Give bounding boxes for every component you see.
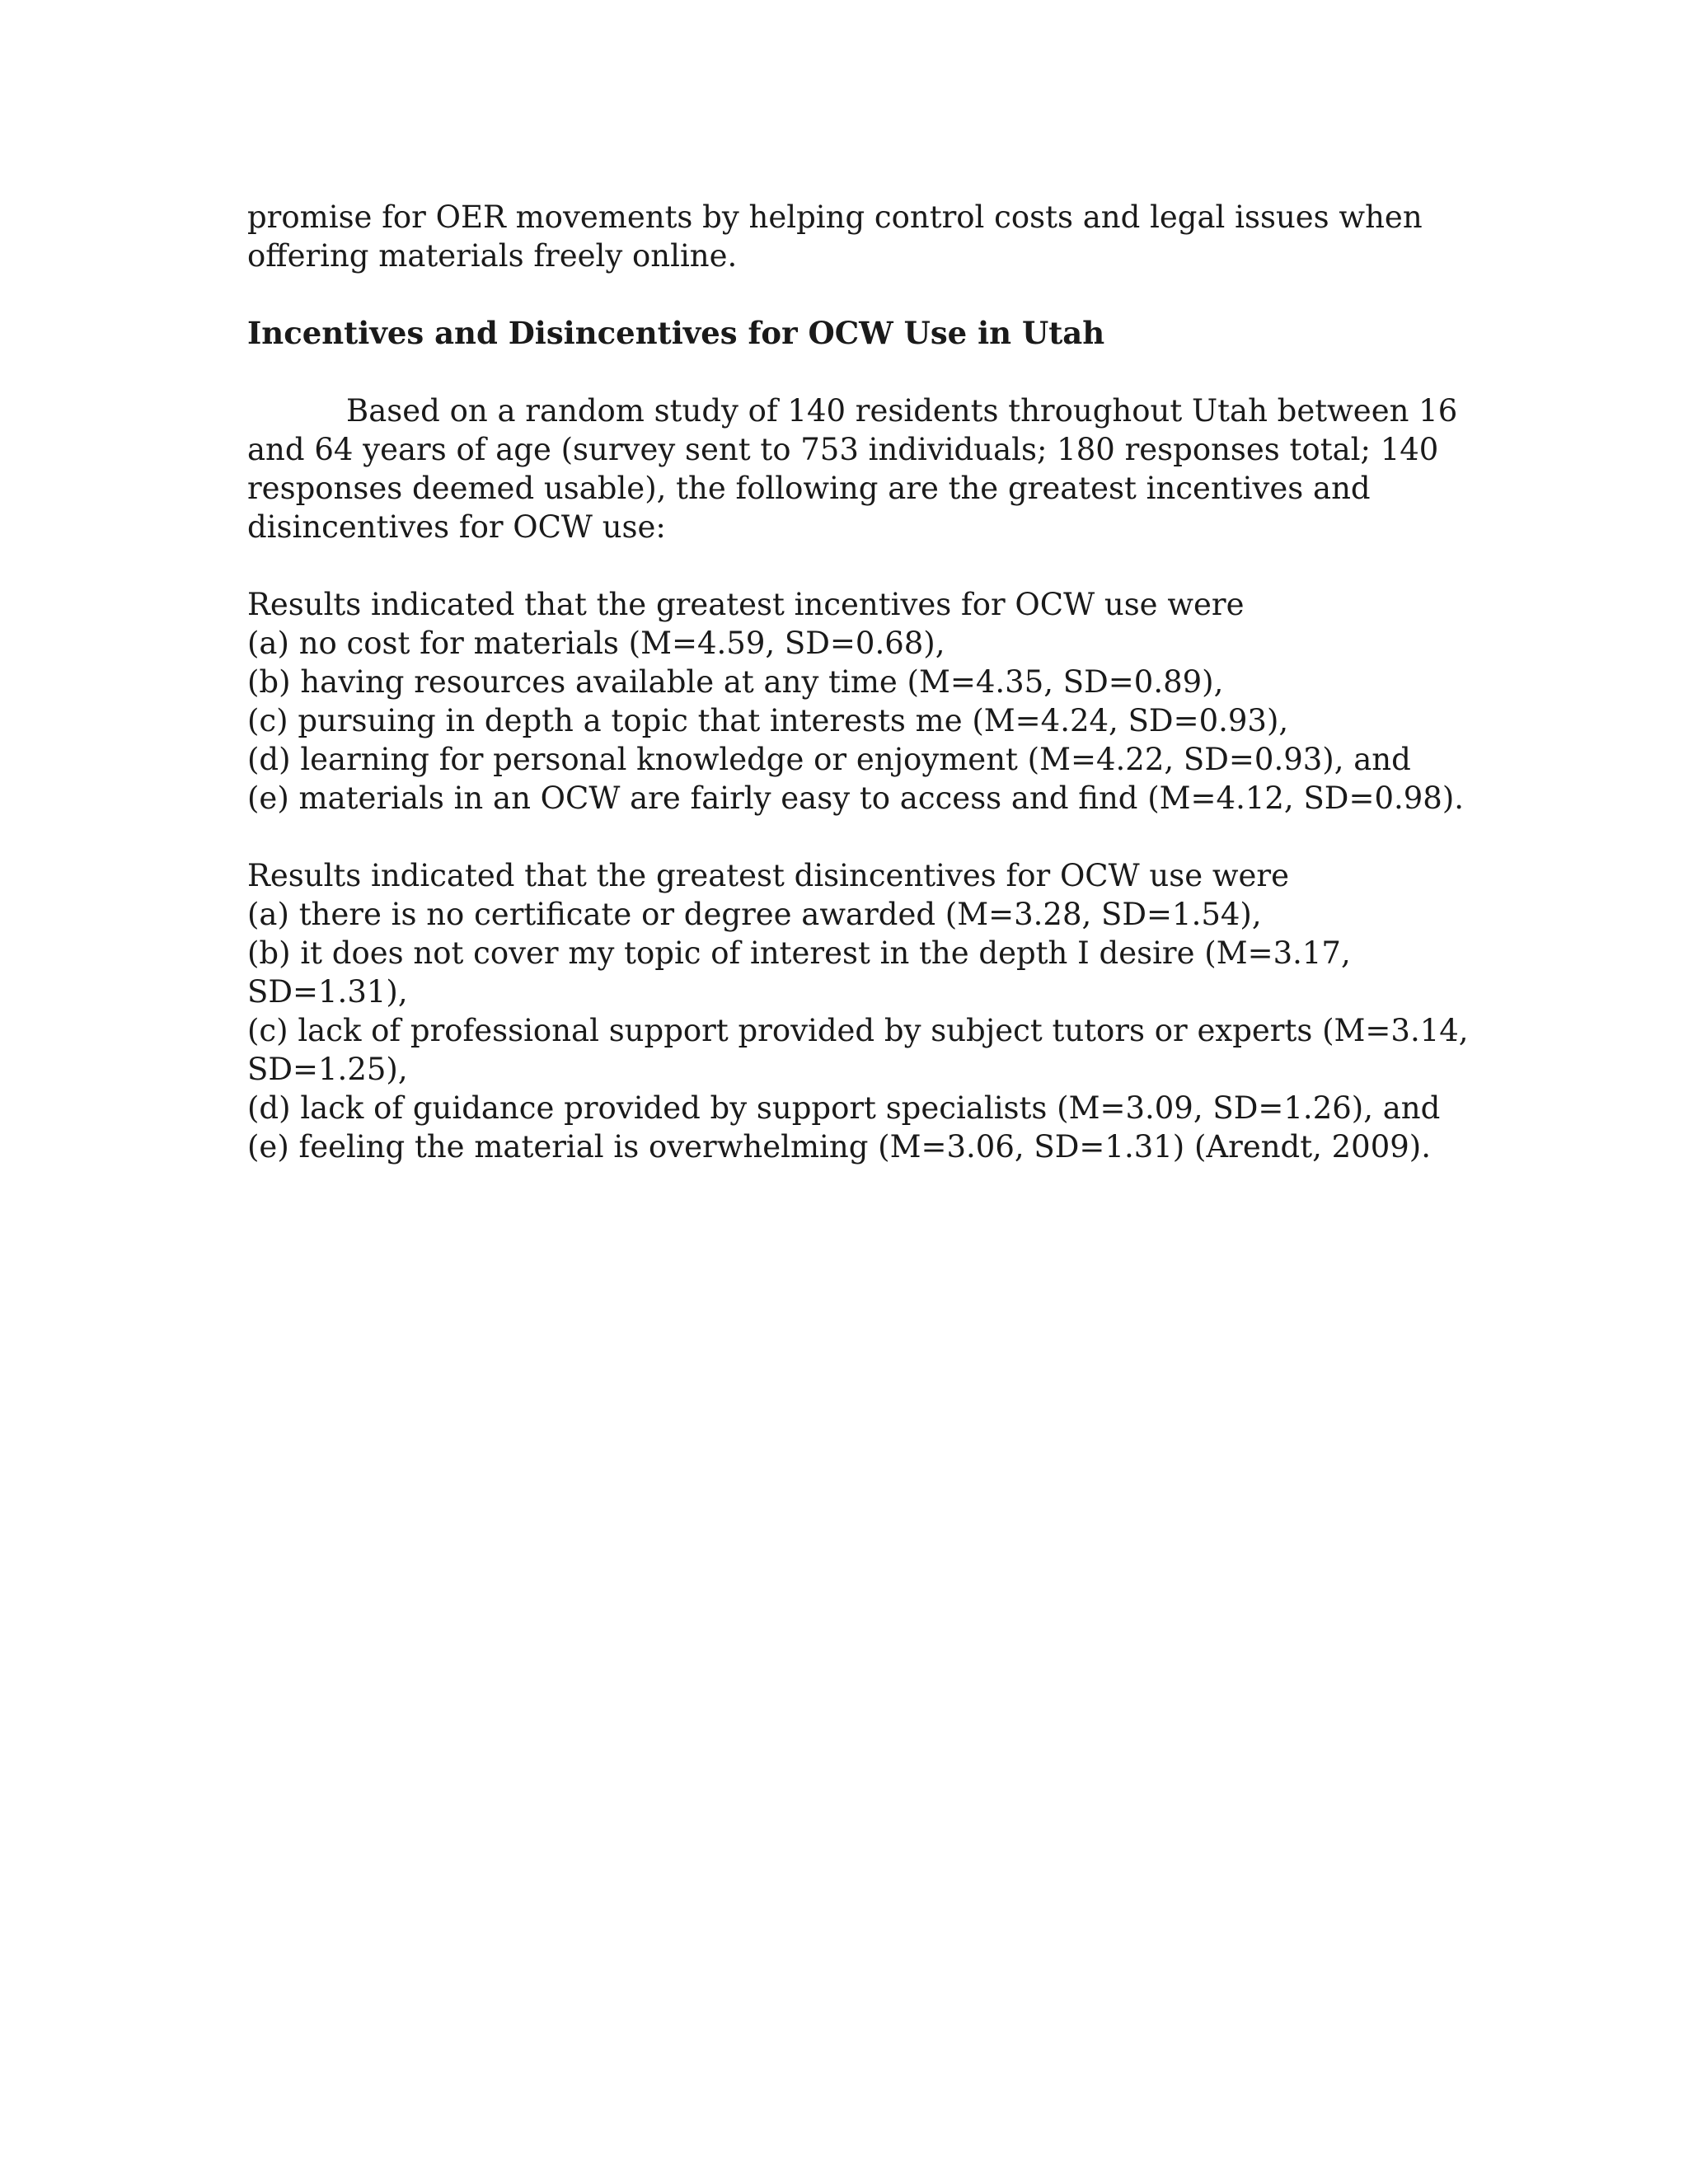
paragraph-spacer — [247, 275, 1451, 314]
list-item-continuation: SD=1.31), — [247, 974, 408, 1010]
document-body — [247, 198, 1469, 1166]
list-item: (e) feeling the material is overwhelming (M=3.06, SD=1.31) (Arendt, 2009). — [247, 1129, 1431, 1165]
list-item-continuation: SD=1.25), — [247, 1052, 408, 1087]
intro-paragraph — [247, 198, 1451, 275]
list-item: (a) there is no certificate or degree awarded (M=3.28, SD=1.54), — [247, 897, 1262, 932]
list-item: (c) pursuing in depth a topic that interests me (M=4.24, SD=0.93), — [247, 703, 1289, 738]
text-line: disincentives for OCW use: — [247, 509, 666, 545]
disincentives-intro: Results indicated that the greatest disincentives for OCW use were — [247, 858, 1289, 893]
list-item: (c) lack of professional support provided by subject tutors or experts (M=3.14, — [247, 1013, 1469, 1048]
study-paragraph — [247, 391, 1458, 546]
text-line: promise for OER movements by helping control costs and legal issues when — [247, 199, 1423, 235]
list-item: (d) lack of guidance provided by support specialists (M=3.09, SD=1.26), and — [247, 1090, 1441, 1126]
paragraph-spacer — [247, 818, 1451, 856]
paragraph-spacer — [247, 353, 1451, 391]
text-line: responses deemed usable), the following are the greatest incentives and — [247, 471, 1371, 506]
text-line: Based on a random study of 140 residents throughout Utah between 16 — [346, 393, 1458, 429]
list-item: (e) materials in an OCW are fairly easy to access and find (M=4.12, SD=0.98). — [247, 780, 1465, 816]
text-line: offering materials freely online. — [247, 238, 738, 274]
list-item: (b) it does not cover my topic of interest in the depth I desire (M=3.17, — [247, 935, 1351, 971]
incentives-list — [247, 585, 1465, 818]
list-item: (d) learning for personal knowledge or enjoyment (M=4.22, SD=0.93), and — [247, 742, 1411, 777]
disincentives-list — [247, 856, 1469, 1166]
text-line: and 64 years of age (survey sent to 753 individuals; 180 responses total; 140 — [247, 432, 1439, 467]
section-heading: Incentives and Disincentives for OCW Use in Utah — [247, 315, 1105, 351]
list-item: (a) no cost for materials (M=4.59, SD=0.68), — [247, 626, 945, 661]
paragraph-spacer — [247, 546, 1451, 585]
incentives-intro: Results indicated that the greatest incentives for OCW use were — [247, 587, 1245, 622]
list-item: (b) having resources available at any time (M=4.35, SD=0.89), — [247, 664, 1224, 700]
